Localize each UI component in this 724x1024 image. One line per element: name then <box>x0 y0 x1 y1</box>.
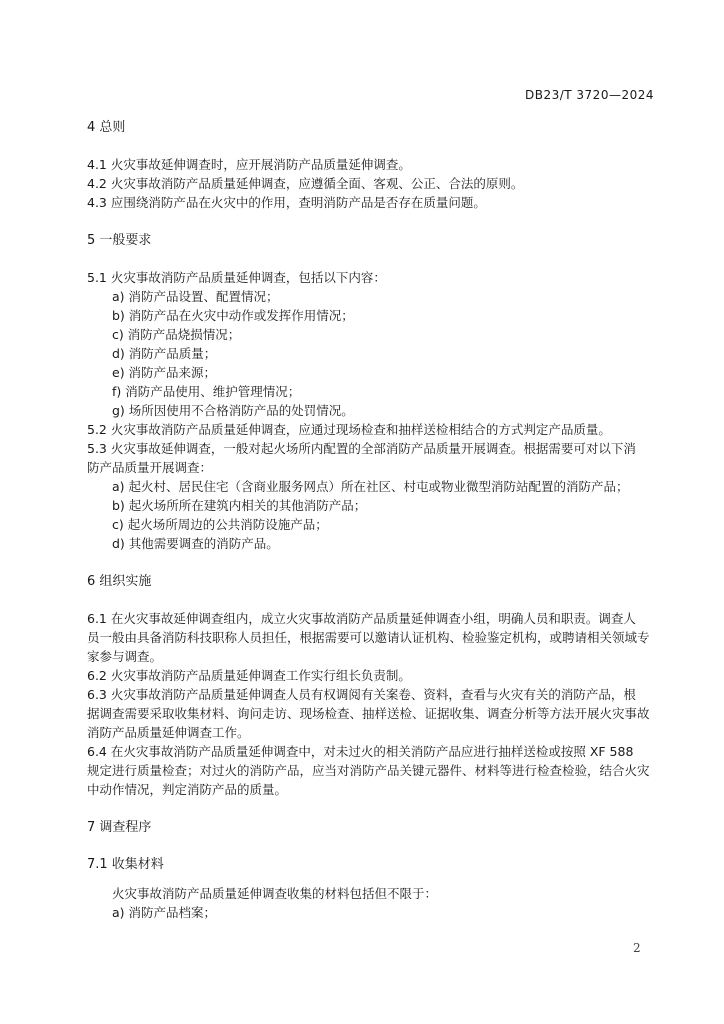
list-item: c) 消防产品烧损情况； <box>112 327 241 342</box>
clause-4-2: 4.2 火灾事故消防产品质量延伸调查，应遵循全面、客观、公正、合法的原则。 <box>87 176 524 191</box>
clause-6-2: 6.2 火灾事故消防产品质量延伸调查工作实行组长负责制。 <box>87 668 411 683</box>
clause-6-4: 6.4 在火灾事故消防产品质量延伸调查中，对未过火的相关消防产品应进行抽样送检或按照 XF 588 <box>87 744 634 759</box>
clause-6-3-cont: 消防产品质量延伸调查工作。 <box>87 725 250 740</box>
section-6-title: 6 组织实施 <box>87 574 152 589</box>
list-item: a) 起火村、居民住宅（含商业服务网点）所在社区、村屯或物业微型消防站配置的消防产品； <box>112 479 629 494</box>
clause-6-1-cont: 员一般由具备消防科技职称人员担任，根据需要可以邀请认证机构、检验鉴定机构，或聘请相关领域专 <box>87 630 650 645</box>
subsection-7-1-title: 7.1 收集材料 <box>87 857 164 872</box>
clause-5-3: 5.3 火灾事故延伸调查，一般对起火场所内配置的全部消防产品质量开展调查。根据需要可对以下消 <box>87 441 636 456</box>
list-item: a) 消防产品档案； <box>112 905 217 920</box>
clause-6-4-cont: 规定进行质量检查；对过火的消防产品，应当对消防产品关键元器件、材料等进行检查检验，结合火灾 <box>87 763 650 778</box>
list-item: d) 其他需要调查的消防产品。 <box>112 536 279 551</box>
section-4-title: 4 总则 <box>87 120 126 135</box>
clause-4-1: 4.1 火灾事故延伸调查时，应开展消防产品质量延伸调查。 <box>87 157 411 172</box>
clause-6-3: 6.3 火灾事故消防产品质量延伸调查人员有权调阅有关案卷、资料，查看与火灾有关的消防产品，根 <box>87 687 636 702</box>
clause-6-4-cont: 中动作情况，判定消防产品的质量。 <box>87 782 288 797</box>
list-item: d) 消防产品质量； <box>112 346 217 361</box>
list-item: b) 起火场所所在建筑内相关的其他消防产品； <box>112 498 367 513</box>
list-item: g) 场所因使用不合格消防产品的处罚情况。 <box>112 403 354 418</box>
clause-5-1: 5.1 火灾事故消防产品质量延伸调查，包括以下内容： <box>87 270 386 285</box>
clause-5-2: 5.2 火灾事故消防产品质量延伸调查，应通过现场检查和抽样送检相结合的方式判定产品质量。 <box>87 422 611 437</box>
list-item: c) 起火场所周边的公共消防设施产品； <box>112 517 328 532</box>
list-item: a) 消防产品设置、配置情况； <box>112 289 279 304</box>
clause-5-3-cont: 防产品质量开展调查： <box>87 460 213 475</box>
clause-4-3: 4.3 应围绕消防产品在火灾中的作用，查明消防产品是否存在质量问题。 <box>87 195 486 210</box>
clause-7-1-text: 火灾事故消防产品质量延伸调查收集的材料包括但不限于： <box>112 886 438 901</box>
list-item: e) 消防产品来源； <box>112 365 217 380</box>
section-5-title: 5 一般要求 <box>87 233 152 248</box>
page-number: 2 <box>633 941 641 955</box>
list-item: f) 消防产品使用、维护管理情况； <box>112 384 301 399</box>
section-7-title: 7 调查程序 <box>87 820 152 835</box>
list-item: b) 消防产品在火灾中动作或发挥作用情况； <box>112 308 354 323</box>
standard-code: DB23/T 3720—2024 <box>524 88 654 102</box>
clause-6-1: 6.1 在火灾事故延伸调查组内，成立火灾事故消防产品质量延伸调查小组，明确人员和职责。调查人 <box>87 611 636 626</box>
clause-6-1-cont: 家参与调查。 <box>87 649 163 664</box>
clause-6-3-cont: 据调查需要采取收集材料、询问走访、现场检查、抽样送检、证据收集、调查分析等方法开展火灾事故 <box>87 706 650 721</box>
